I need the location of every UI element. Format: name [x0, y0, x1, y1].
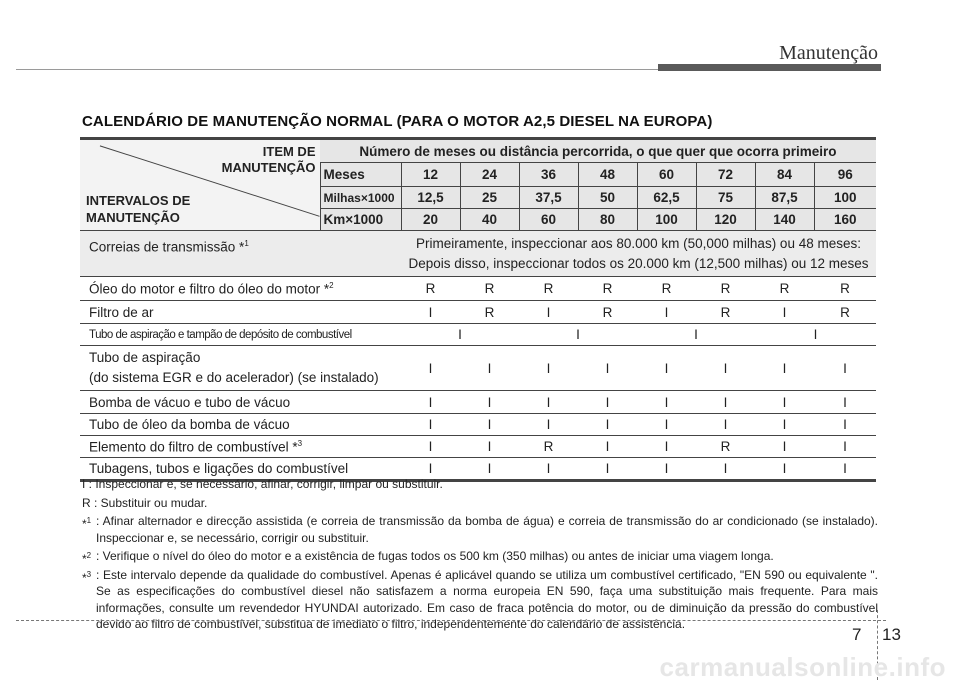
- header-value: 36: [519, 163, 578, 187]
- cell-value: I: [814, 346, 876, 391]
- cell-value: R: [460, 301, 519, 324]
- cell-value: R: [401, 277, 460, 301]
- header-value: 60: [519, 209, 578, 231]
- cell-value: R: [637, 277, 696, 301]
- cell-value: R: [578, 301, 637, 324]
- cell-value: I: [637, 324, 755, 346]
- header-value: 75: [696, 187, 755, 209]
- cell-value: I: [814, 391, 876, 414]
- header-value: 84: [755, 163, 814, 187]
- cell-value: R: [755, 277, 814, 301]
- cell-value: I: [637, 301, 696, 324]
- row-label-km: Km×1000: [320, 209, 401, 231]
- header-value: 40: [460, 209, 519, 231]
- item-fuel-filter: Elemento do filtro de combustível *$^3$: [80, 436, 401, 458]
- header-value: 25: [460, 187, 519, 209]
- item-intake-egr: Tubo de aspiração (do sistema EGR e do acelerador) (se instalado): [80, 346, 401, 391]
- cell-value: I: [637, 458, 696, 481]
- cell-value: I: [637, 391, 696, 414]
- item-vacuum-pump: Bomba de vácuo e tubo de vácuo: [80, 391, 401, 414]
- note-i: I : Inspeccionar e, se necessário, afinar, corrigir, limpar ou substituir.: [82, 477, 443, 491]
- cell-value: I: [755, 391, 814, 414]
- header-value: 62,5: [637, 187, 696, 209]
- cell-value: I: [696, 414, 755, 436]
- cell-value: I: [460, 436, 519, 458]
- cell-value: I: [460, 414, 519, 436]
- table-row: [80, 301, 876, 324]
- cell-value: R: [460, 277, 519, 301]
- note-r: R : Substituir ou mudar.: [82, 495, 208, 510]
- cell-value: R: [519, 436, 578, 458]
- watermark: carmanualsonline.info: [659, 652, 946, 682]
- belt-note: Primeiramente, inspeccionar aos 80.000 km (50,000 milhas) ou 48 meses: Depois disso, inspeccionar todos os 20.000 km (12,500 milhas) ou 12 meses: [401, 231, 876, 277]
- corner-interval-label: INTERVALOS DE MANUTENÇÃO: [86, 193, 191, 225]
- item-belts: Correias de transmissão *$^1$: [80, 231, 401, 277]
- cell-value: I: [519, 414, 578, 436]
- header-value: 87,5: [755, 187, 814, 209]
- cell-value: I: [814, 436, 876, 458]
- item-oil: Óleo do motor e filtro do óleo do motor *$^2$: [80, 277, 401, 301]
- cell-value: I: [755, 458, 814, 481]
- cell-value: I: [401, 391, 460, 414]
- cell-value: I: [814, 414, 876, 436]
- note-1: *$^1$ : Afinar alternador e direcção assistida (e correia de transmissão da bomba de água) e correia de transmissão do ar condicionado (se instalado). Inspeccionar e, se necessário, corrigir ou substituir.: [82, 514, 878, 545]
- cell-value: I: [578, 458, 637, 481]
- cell-value: I: [637, 414, 696, 436]
- cell-value: I: [401, 414, 460, 436]
- cell-value: I: [578, 436, 637, 458]
- chapter-number: 7: [852, 625, 862, 644]
- header-value: 100: [637, 209, 696, 231]
- cell-value: I: [578, 391, 637, 414]
- header-value: 96: [814, 163, 876, 187]
- footer-rule: [16, 620, 886, 621]
- cell-value: R: [696, 277, 755, 301]
- maintenance-table: [80, 137, 876, 482]
- cell-value: I: [755, 414, 814, 436]
- cell-value: I: [578, 414, 637, 436]
- header-value: 100: [814, 187, 876, 209]
- cell-value: I: [401, 458, 460, 481]
- header-value: 50: [578, 187, 637, 209]
- cell-value: I: [460, 458, 519, 481]
- cell-value: I: [460, 391, 519, 414]
- item-pump-oil-tube: Tubo de óleo da bomba de vácuo: [80, 414, 401, 436]
- corner-header: [80, 139, 320, 231]
- cell-value: I: [519, 458, 578, 481]
- cell-value: I: [755, 436, 814, 458]
- note-2: *$^2$ : Verifique o nível do óleo do motor e a existência de fugas todos os 500 km (350 milhas) ou antes de iniciar uma viagem longa.: [82, 549, 774, 566]
- cell-value: I: [696, 458, 755, 481]
- row-label-miles: Milhas×1000: [320, 187, 401, 209]
- header-value: 140: [755, 209, 814, 231]
- page-title: CALENDÁRIO DE MANUTENÇÃO NORMAL (PARA O MOTOR A2,5 DIESEL NA EUROPA): [82, 113, 713, 130]
- cell-value: I: [401, 436, 460, 458]
- cell-value: R: [578, 277, 637, 301]
- corner-item-label: ITEM DE MANUTENÇÃO: [221, 144, 316, 175]
- table-row: [80, 436, 876, 458]
- cell-value: I: [637, 346, 696, 391]
- footnotes: [82, 476, 878, 634]
- header-value: 120: [696, 209, 755, 231]
- header-value: 12: [401, 163, 460, 187]
- cell-value: I: [519, 391, 578, 414]
- cell-value: R: [696, 301, 755, 324]
- cell-value: I: [755, 301, 814, 324]
- section-title: Manutenção: [779, 42, 878, 64]
- table-row: [80, 231, 876, 277]
- header-value: 12,5: [401, 187, 460, 209]
- header-value: 24: [460, 163, 519, 187]
- header-value: 37,5: [519, 187, 578, 209]
- table-row: [80, 324, 876, 346]
- cell-value: I: [755, 324, 876, 346]
- cell-value: R: [814, 277, 876, 301]
- cell-value: I: [519, 301, 578, 324]
- header-value: 72: [696, 163, 755, 187]
- table-row: [80, 414, 876, 436]
- cell-value: I: [519, 346, 578, 391]
- table-row: [80, 277, 876, 301]
- cell-value: I: [578, 346, 637, 391]
- note-3: *$^3$ : Este intervalo depende da qualidade do combustível. Apenas é aplicável quando se utiliza um combustível certificado, "EN 590 ou equivalente ". Se as especificações do combustível diesel não satisfazem a norma europeia EN 590, faça uma substituição mais frequente. Para mais informações, consulte um revendedor HYUNDAI autorizado. Em caso de fraca potência do motor, ou de diminuição da pressão do combustível devido ao filtro de combustível, substitua de imediato o filtro, independentemente do calendário de assistência.: [82, 567, 878, 631]
- cell-value: I: [460, 346, 519, 391]
- cell-value: I: [401, 324, 519, 346]
- table-row: [80, 346, 876, 391]
- cell-value: R: [696, 436, 755, 458]
- header-value: 80: [578, 209, 637, 231]
- cell-value: I: [696, 391, 755, 414]
- cell-value: R: [814, 301, 876, 324]
- item-air-filter: Filtro de ar: [80, 301, 401, 324]
- cell-value: I: [637, 436, 696, 458]
- cell-value: R: [519, 277, 578, 301]
- interval-heading: Número de meses ou distância percorrida, o que quer que ocorra primeiro: [320, 139, 876, 163]
- cell-value: I: [755, 346, 814, 391]
- header-value: 60: [637, 163, 696, 187]
- item-intake-cap: Tubo de aspiração e tampão de depósito de combustível: [80, 324, 401, 346]
- cell-value: I: [519, 324, 637, 346]
- header-value: 160: [814, 209, 876, 231]
- page-number: 13: [882, 625, 901, 644]
- cell-value: I: [401, 346, 460, 391]
- cell-value: I: [401, 301, 460, 324]
- row-label-months: Meses: [320, 163, 401, 187]
- cell-value: I: [814, 458, 876, 481]
- item-fuel-lines: Tubagens, tubos e ligações do combustível: [80, 458, 401, 481]
- header-value: 20: [401, 209, 460, 231]
- table-row: [80, 391, 876, 414]
- header-bar: [658, 64, 881, 71]
- cell-value: I: [696, 346, 755, 391]
- header-value: 48: [578, 163, 637, 187]
